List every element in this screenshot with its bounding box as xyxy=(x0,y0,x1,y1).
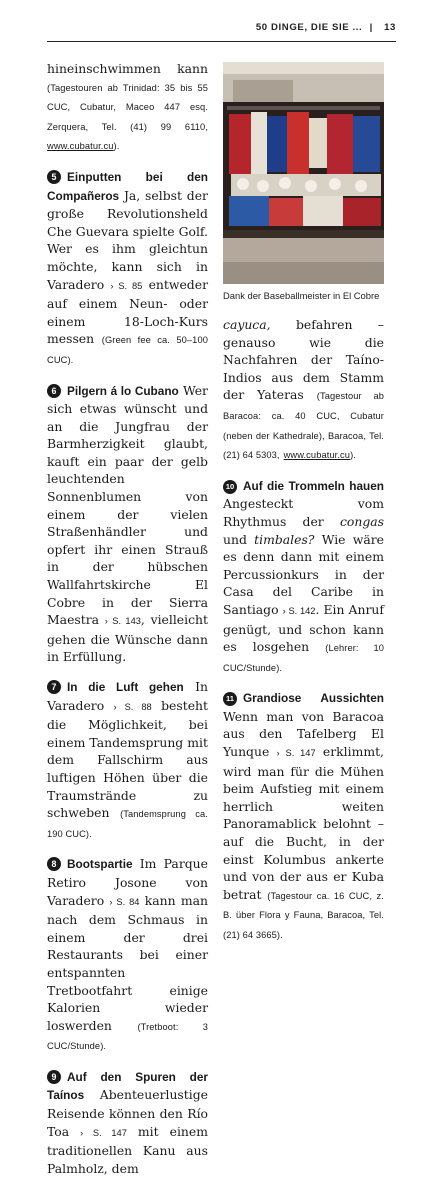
section-8-title: Bootspartie xyxy=(67,857,133,872)
section-9 xyxy=(47,1068,208,1178)
section-7 xyxy=(47,678,208,843)
header-title: 50 DINGE, DIE SIE ... xyxy=(255,22,363,33)
running-header xyxy=(47,22,396,40)
section-10-ref: › S. 142 xyxy=(282,605,316,616)
section-11-text2: erklimmt, wird man für die Mühen beim Aufstieg mit einem herrlich weiten Panoramablick belohnt – auf die Bucht, in der einst Kolumbus ankerte und von der aus er Kuba betrat xyxy=(223,744,384,902)
section-7-ref: › S. 88 xyxy=(113,701,152,712)
section-8-text: Im Parque Retiro Josone von Varadero xyxy=(47,856,208,908)
number-badge-9: 9 xyxy=(47,1070,61,1084)
number-badge-6: 6 xyxy=(47,384,61,398)
cont-link[interactable]: www.cubatur.cu xyxy=(283,450,351,461)
section-8-info: (Tretboot: 3 CUC/Stunde). xyxy=(47,1021,208,1052)
section-11-ref: › S. 147 xyxy=(276,748,316,759)
section-10-text2: Wie wäre es denn dann mit einem Percussionkurs in der Casa del Caribe in Santiago xyxy=(223,531,384,617)
cont-info: (Tagestour ab Baracoa: ca. 40 CUC, Cubatur (neben der Kathedrale), Baracoa, Tel. (21) 64 5303, xyxy=(223,391,384,461)
section-10-title: Auf die Trommeln hauen xyxy=(243,478,384,493)
header-separator: | xyxy=(369,22,373,33)
section-7-text: In Varadero xyxy=(47,679,208,713)
intro-end: ). xyxy=(113,141,120,152)
section-8 xyxy=(47,855,208,1056)
section-6-text: Wer sich etwas wünscht und an die Jungfrau der Barmherzigkeit glaubt, kauft ein paar der gelb leuchtenden Sonnenblumen von einem der vielen Straßenhändler und opfert ihr einen Strauß in der hübschen Wallfahrtskirche El Cobre in der Sierra Maestra xyxy=(47,382,208,628)
section-10-text3: . Ein Anruf genügt, und schon kann es losgehen xyxy=(223,601,384,655)
right-column xyxy=(223,316,384,957)
section-6 xyxy=(47,382,208,667)
section-6-title: Pilgern á lo Cubano xyxy=(67,383,179,398)
section-5 xyxy=(47,168,208,370)
section-10-info: (Lehrer: 10 CUC/Stunde). xyxy=(223,643,384,673)
left-column xyxy=(47,60,208,1189)
section-5-info: (Green fee ca. 50–100 CUC). xyxy=(47,335,208,365)
number-badge-5: 5 xyxy=(47,170,61,184)
page-number: 13 xyxy=(384,22,396,33)
section-11 xyxy=(223,689,384,944)
cont-text: befahren – genauso wie die Nachfahren der Taíno-Indios aus dem Stamm der Yateras xyxy=(223,317,384,403)
intro-info: (Tagestouren ab Trinidad: 35 bis 55 CUC, Cubatur, Maceo 447 esq. Zerquera, Tel. (41) 99 6110, xyxy=(47,82,208,132)
section-11-text: Wenn man von Baracoa aus den Tafelberg El Yunque xyxy=(223,708,384,760)
intro-text: hineinschwimmen kann xyxy=(47,61,208,76)
section-9-text: Abenteuerlustige Reisende können den Río Toa xyxy=(47,1087,208,1139)
section-11-title: Grandiose Aussichten xyxy=(243,691,384,706)
continuation-paragraph xyxy=(223,316,384,465)
section-10-italic1: congas xyxy=(339,513,384,529)
section-5-text2: entweder auf einem Neun- oder einem 18-Loch-Kurs messen xyxy=(47,276,208,347)
section-11-info: (Tagestour ca. 16 CUC, z. B. über Flora y Fauna, Baracoa, Tel. (21) 64 3665). xyxy=(223,890,384,940)
section-7-text2: besteht die Möglichkeit, bei einem Tandemsprung mit dem Fallschirm aus luftigen Höhen über die Traumstrände zu schweben xyxy=(47,697,208,821)
number-badge-11: 11 xyxy=(223,692,237,706)
section-7-info: (Tandemsprung ca. 190 CUC). xyxy=(47,809,208,839)
section-7-title: In die Luft gehen xyxy=(67,680,184,694)
intro-link[interactable]: www.cubatur.cu xyxy=(47,141,114,152)
cont-italic: cayuca, xyxy=(223,317,271,332)
number-badge-8: 8 xyxy=(47,857,61,871)
section-9-title: Auf den Spuren der Taínos xyxy=(47,1069,208,1103)
section-9-ref: › S. 147 xyxy=(80,1127,127,1138)
section-10-italic2: timbales? xyxy=(254,531,315,547)
photo-caption: Dank der Baseballmeister in El Cobre xyxy=(223,290,380,301)
section-10-text: Angesteckt vom Rhythmus der xyxy=(223,496,384,529)
section-5-text: Ja, selbst der große Revolutionsheld Che Guevara spielte Golf. Wer es ihm gleichtun möchte, kann sich in Varadero xyxy=(47,187,208,292)
section-10 xyxy=(223,477,384,678)
section-6-ref: › S. 143 xyxy=(104,616,141,627)
cont-end: ). xyxy=(350,450,356,461)
section-5-ref: › S. 85 xyxy=(110,280,143,291)
number-badge-10: 10 xyxy=(223,480,237,494)
section-10-mid: und xyxy=(223,531,247,547)
header-rule xyxy=(47,41,396,42)
number-badge-7: 7 xyxy=(47,680,61,694)
section-9-text2: mit einem traditionellen Kanu aus Palmholz, dem xyxy=(47,1123,208,1176)
section-6-text2: , vielleicht gehen die Wünsche dann in Erfüllung. xyxy=(47,612,208,665)
photo-illustration xyxy=(223,62,384,284)
section-8-ref: › S. 84 xyxy=(109,896,140,907)
intro-paragraph xyxy=(47,60,208,156)
section-8-text2: kann man nach dem Schmaus in einem der drei Restaurants bei einer entspannten Tretbootfahrt einige Kalorien wieder loswerden xyxy=(47,892,208,1033)
section-5-title: Einputten bei den Compañeros xyxy=(47,169,208,203)
baseball-display-photo xyxy=(223,62,384,284)
